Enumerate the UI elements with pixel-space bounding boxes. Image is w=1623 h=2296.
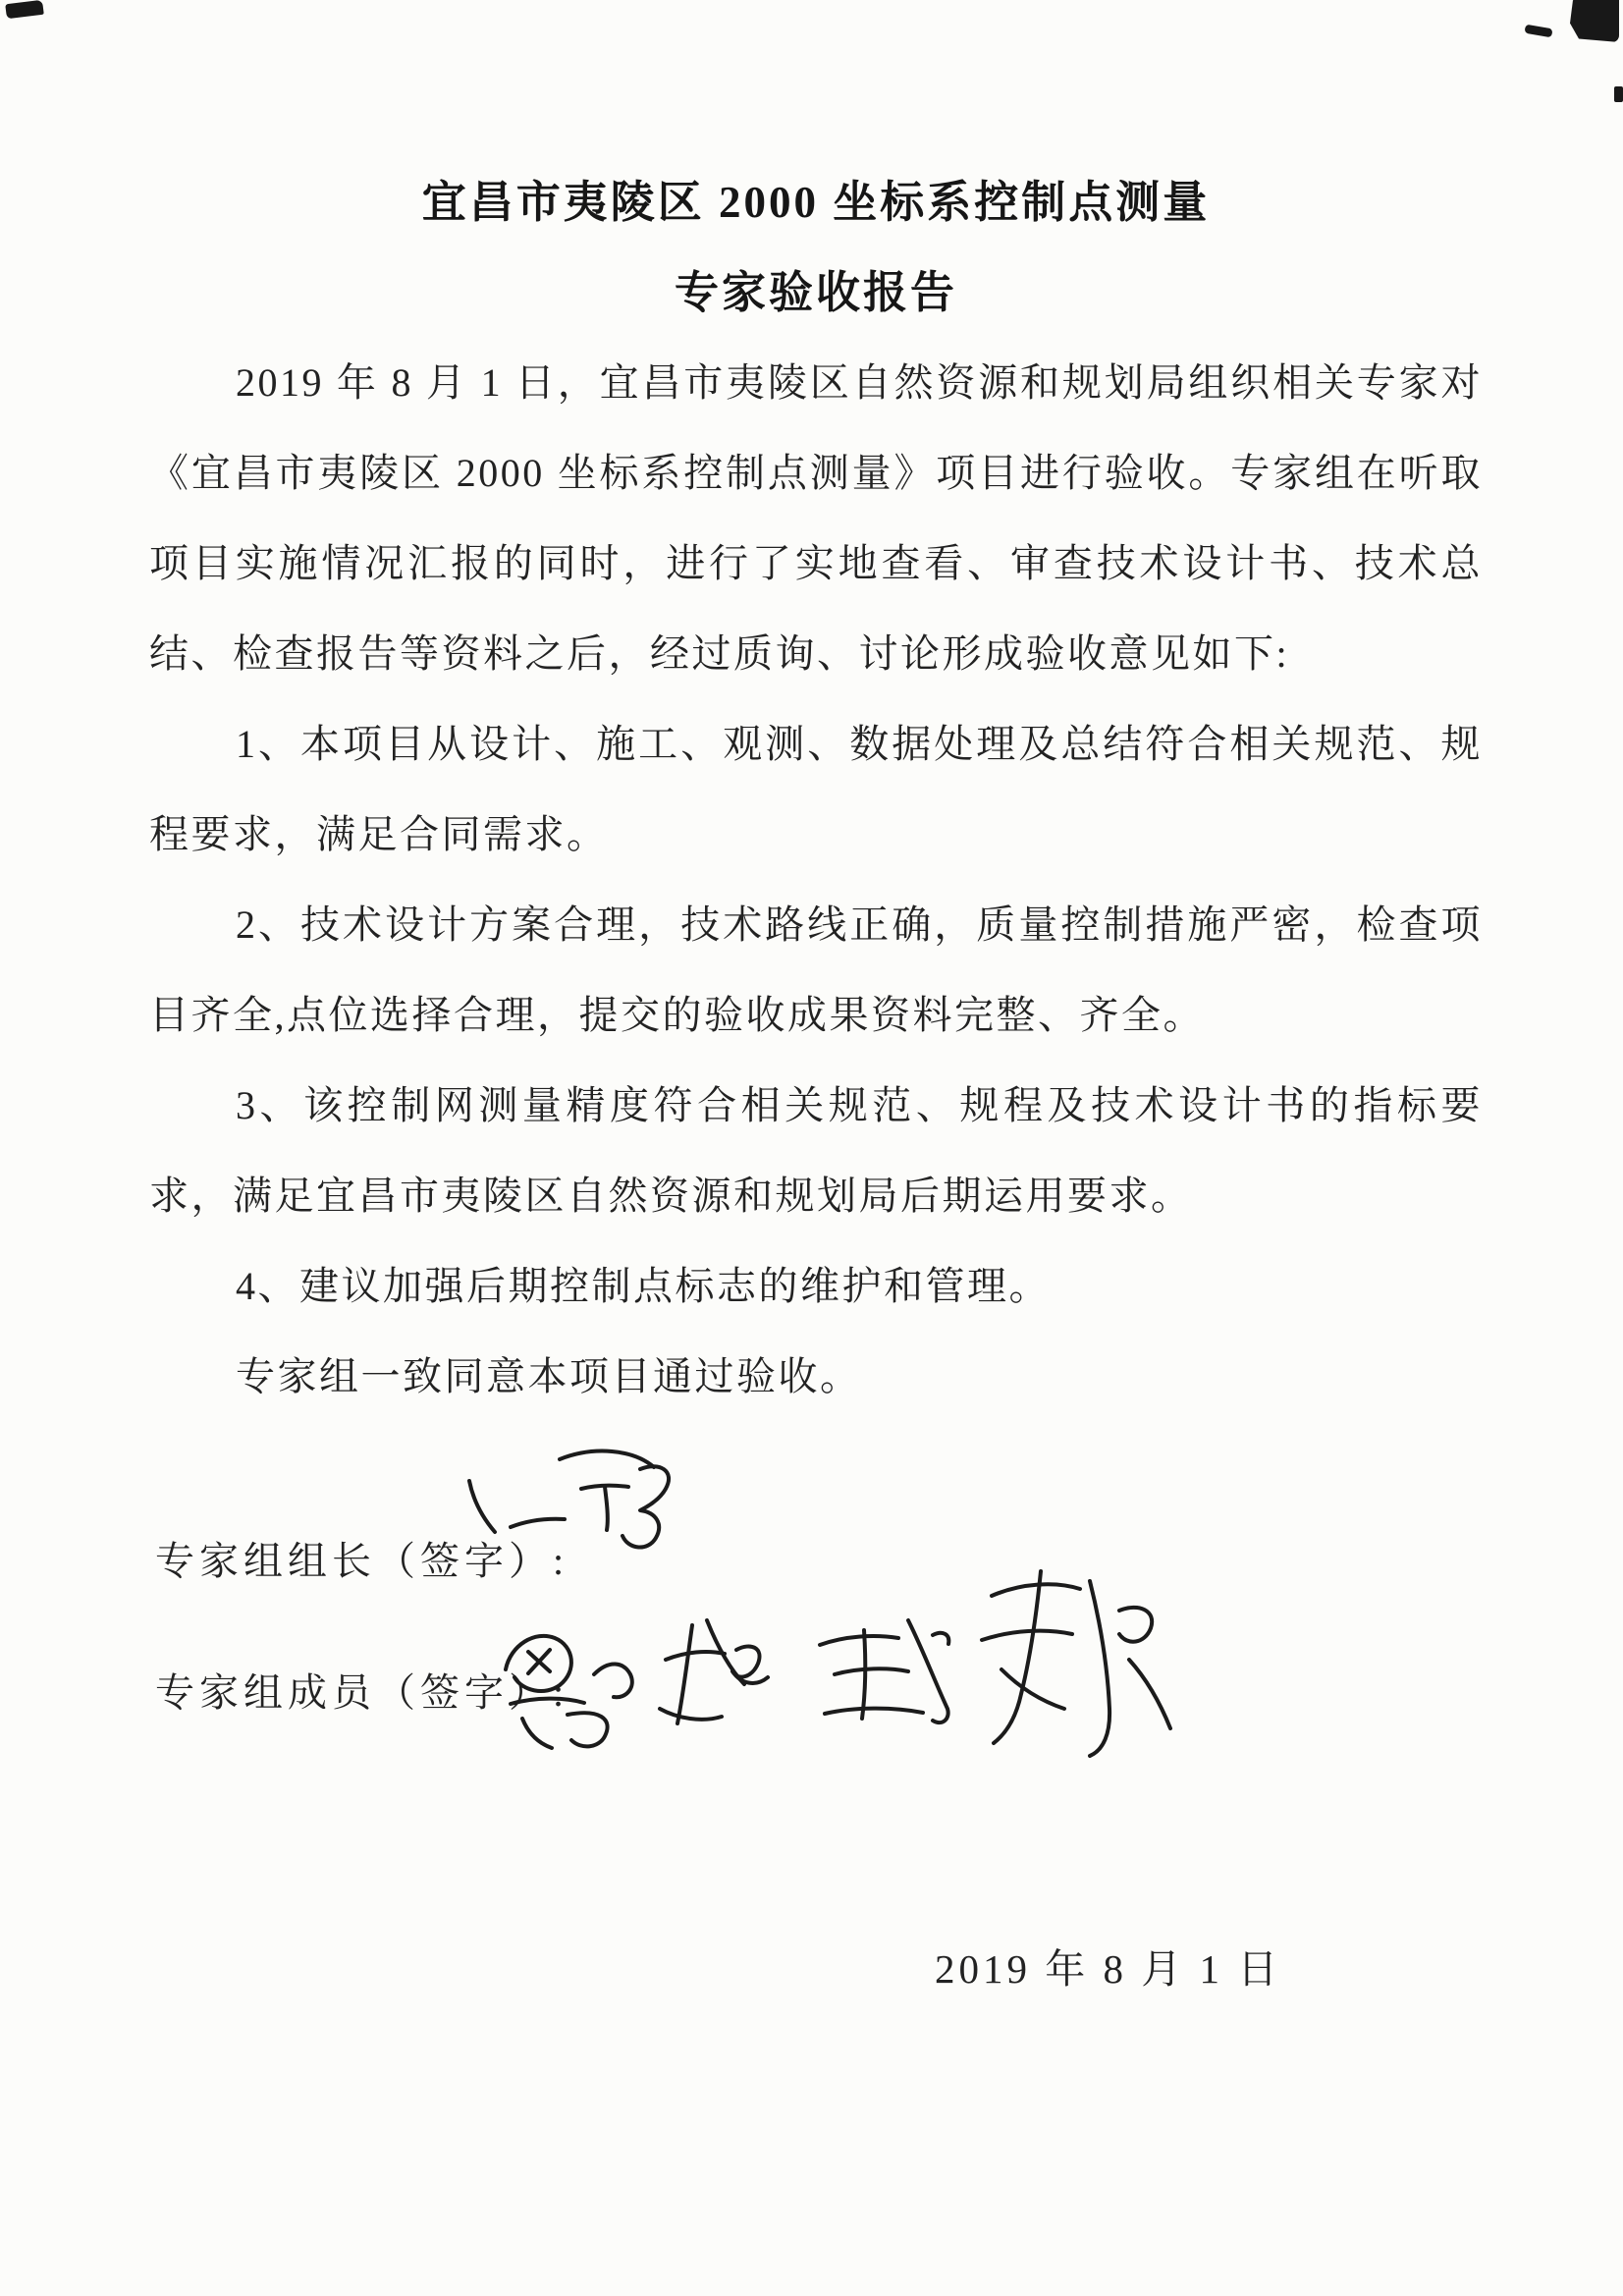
leader-signature-label: 专家组组长（签字）: bbox=[155, 1539, 569, 1583]
document-date: 2019 年 8 月 1 日 bbox=[935, 1946, 1282, 1992]
scan-artifact-right-edge bbox=[1614, 86, 1623, 102]
document-content bbox=[149, 157, 1483, 1422]
paragraph-intro: 2019 年 8 月 1 日，宜昌市夷陵区自然资源和规划局组织相关专家对《宜昌市夷陵区 2000 坐标系控制点测量》项目进行验收。专家组在听取项目实施情况汇报的同时，进行了实地查看、审查技术设计书、技术总结、检查报告等资料之后，经过质询、讨论形成验收意见如下: bbox=[149, 360, 1483, 676]
document-title-line2: 专家验收报告 bbox=[674, 268, 957, 317]
leader-signature-scribble bbox=[469, 1451, 669, 1548]
paragraph-point-2: 2、技术设计方案合理，技术路线正确，质量控制措施严密，检查项目齐全,点位选择合理，提交的验收成果资料完整、齐全。 bbox=[149, 902, 1483, 1037]
handwritten-signatures bbox=[412, 1424, 1227, 1797]
member-signature-label: 专家组成员（签字）: bbox=[155, 1670, 569, 1715]
paragraph-point-4: 4、建议加强后期控制点标志的维护和管理。 bbox=[236, 1264, 1051, 1308]
member-signature-1-scribble bbox=[506, 1636, 632, 1748]
paragraph-point-3: 3、该控制网测量精度符合相关规范、规程及技术设计书的指标要求，满足宜昌市夷陵区自然资源和规划局后期运用要求。 bbox=[149, 1083, 1483, 1218]
scan-artifact-top-left bbox=[5, 0, 44, 19]
member-signature-4-scribble bbox=[982, 1571, 1170, 1756]
document-title-line1: 宜昌市夷陵区 2000 坐标系控制点测量 bbox=[421, 178, 1211, 227]
member-signature-3-scribble bbox=[820, 1620, 948, 1722]
scan-artifact-top-right bbox=[1570, 0, 1619, 42]
paragraph-conclusion: 专家组一致同意本项目通过验收。 bbox=[236, 1354, 862, 1398]
scan-artifact-top-right-small bbox=[1524, 25, 1552, 38]
member-signature-2-scribble bbox=[660, 1620, 768, 1723]
paragraph-point-1: 1、本项目从设计、施工、观测、数据处理及总结符合相关规范、规程要求，满足合同需求。 bbox=[149, 722, 1483, 856]
document-body bbox=[149, 338, 1483, 1422]
